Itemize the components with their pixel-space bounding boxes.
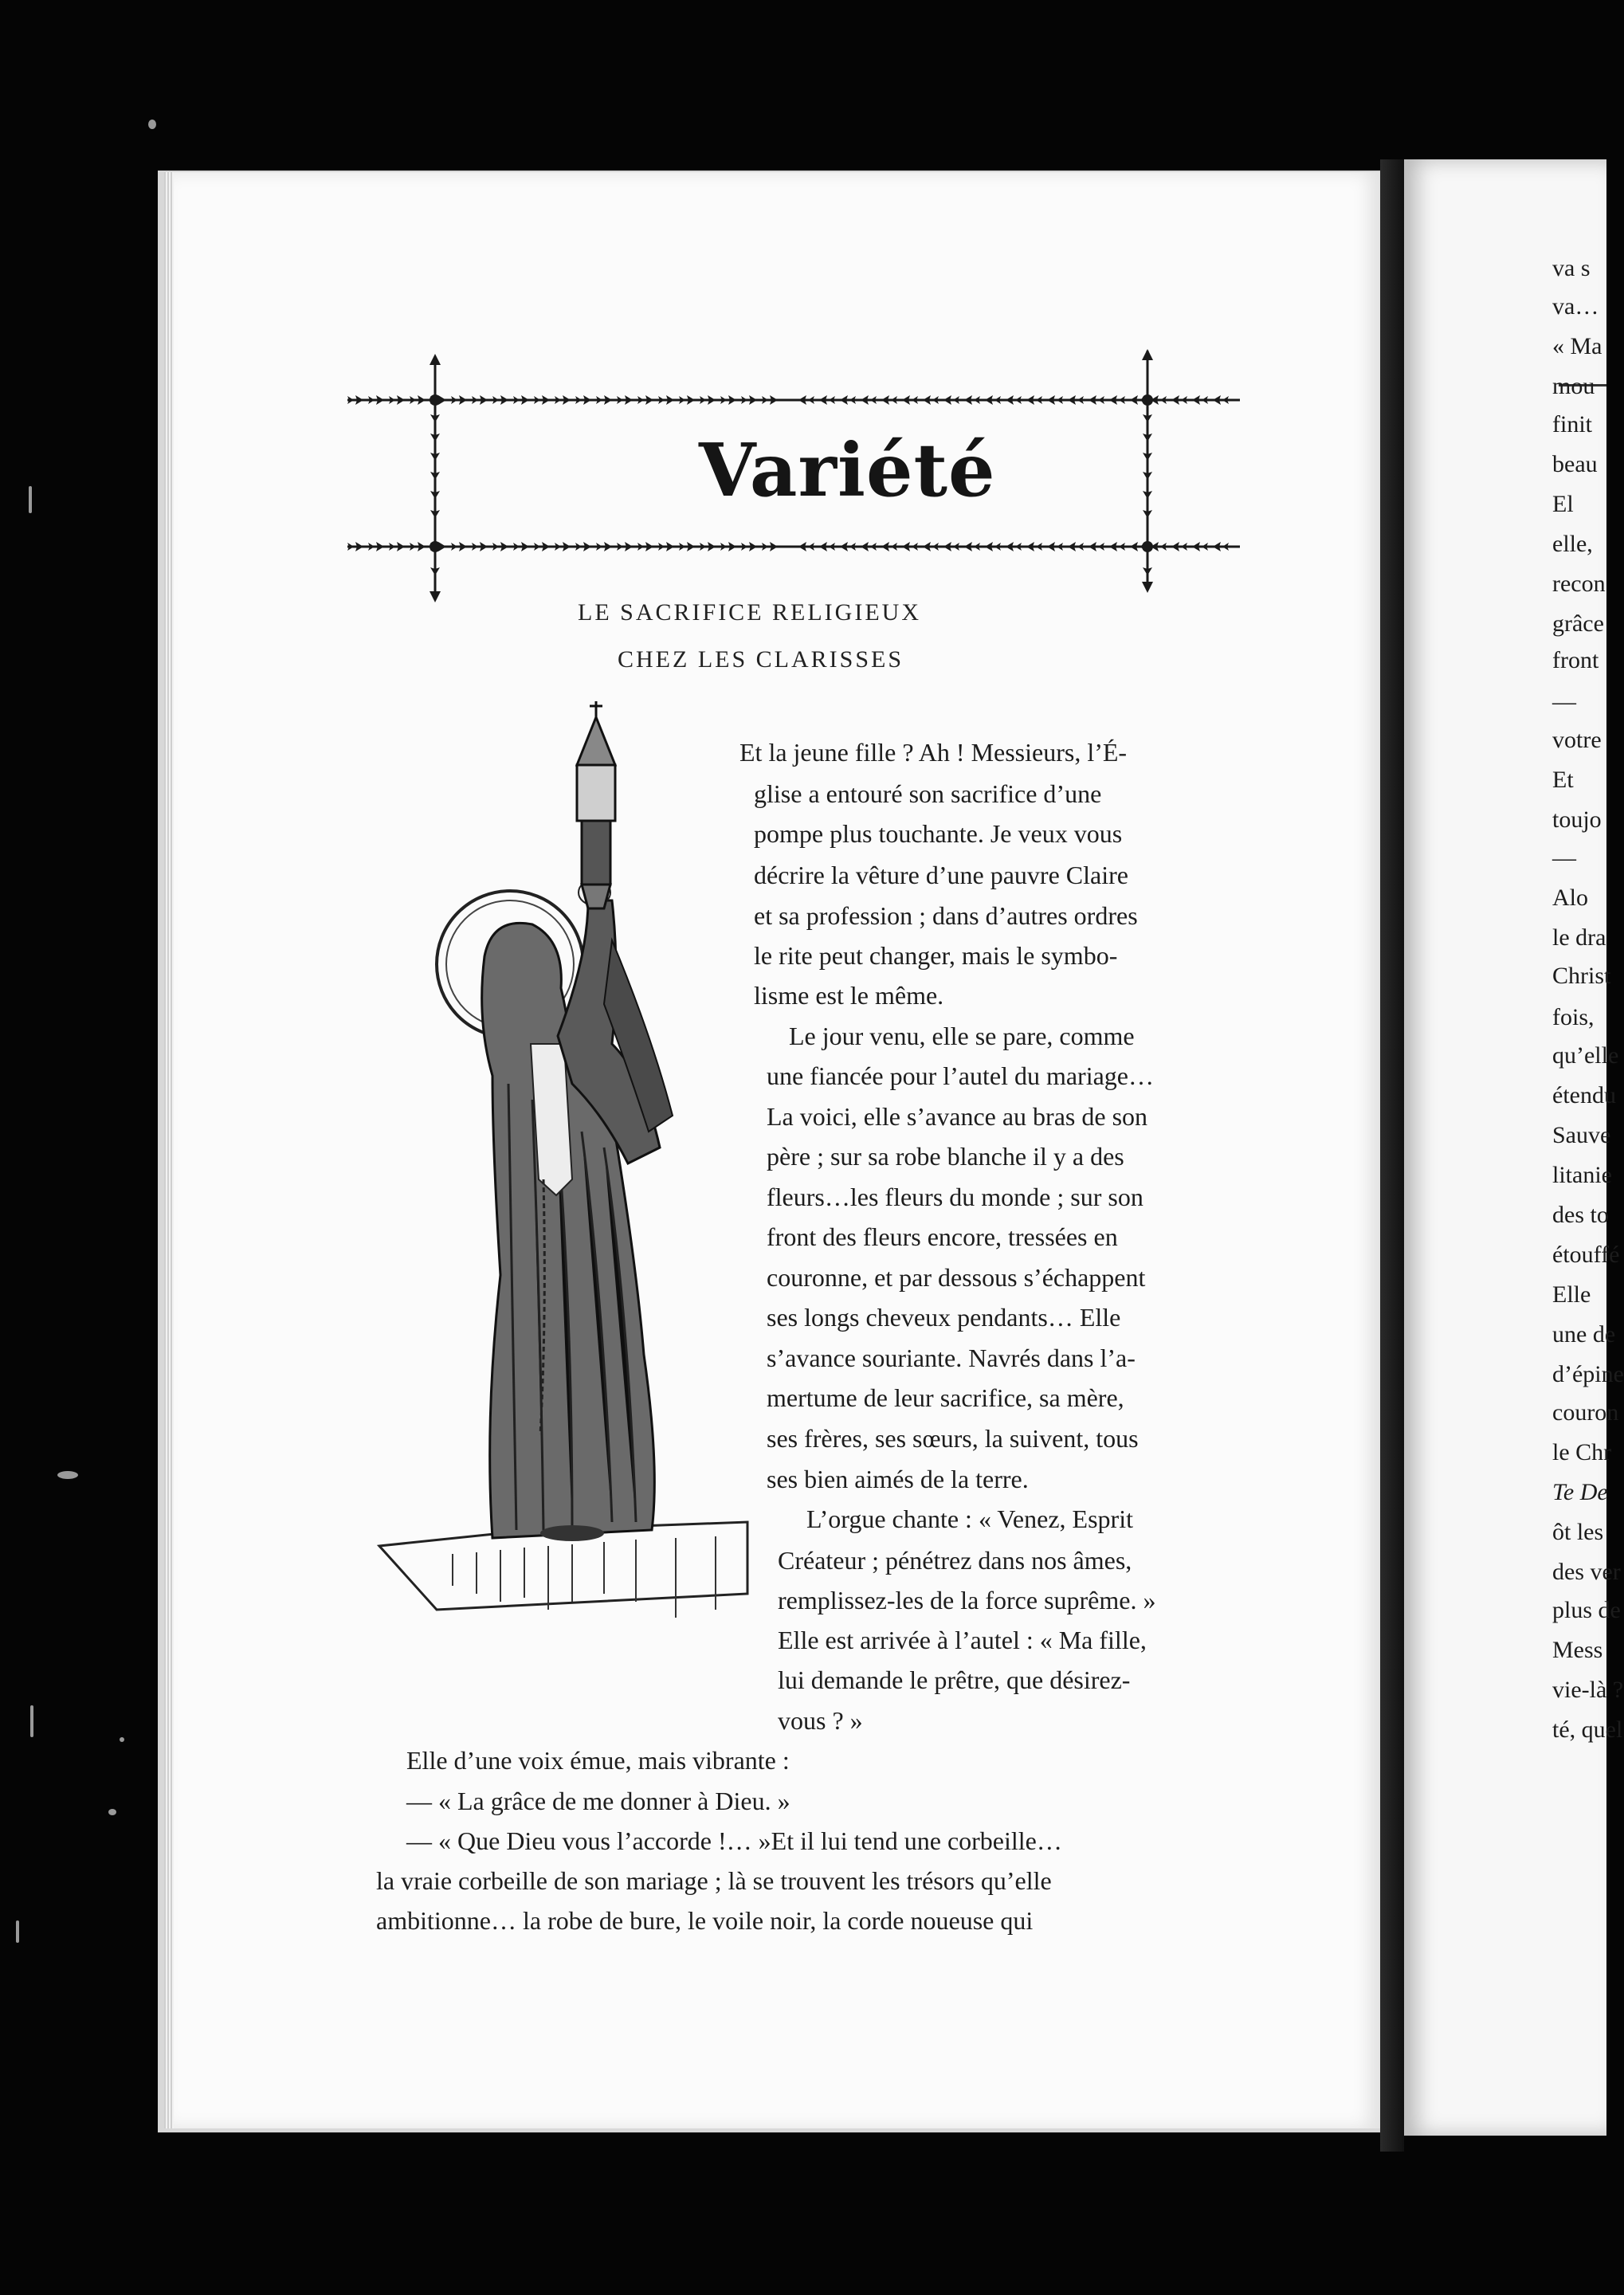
right-page-line: plus de (1552, 1597, 1621, 1623)
body-line: vous ? » (778, 1706, 863, 1735)
body-line: Le jour venu, elle se pare, comme (789, 1022, 1135, 1050)
body-line: la vraie corbeille de son mariage ; là se trouvent les trésors qu’elle (376, 1866, 1052, 1895)
right-page-line: — (1552, 688, 1576, 715)
saint-clare-with-monstrance-icon (373, 701, 747, 1658)
right-page-line: Alo (1552, 885, 1588, 911)
right-page-line: té, quel (1552, 1716, 1623, 1743)
body-line: Elle est arrivée à l’autel : « Ma fille, (778, 1626, 1147, 1654)
right-page-line: ôt les (1552, 1519, 1604, 1545)
right-page-line: votre (1552, 727, 1602, 753)
right-page-line: grâce (1552, 610, 1604, 637)
body-line: père ; sur sa robe blanche il y a des (767, 1142, 1124, 1171)
right-page-line: d’épine (1552, 1361, 1624, 1387)
right-page-line: elle, (1552, 531, 1593, 557)
right-page-line: mou (1552, 373, 1595, 399)
body-line: remplissez-les de la force suprême. » (778, 1586, 1156, 1614)
body-line: ses longs cheveux pendants… Elle (767, 1303, 1121, 1332)
body-line: le rite peut changer, mais le symbo- (754, 941, 1118, 970)
body-line: s’avance souriante. Navrés dans l’a- (767, 1344, 1136, 1372)
right-page-line: fois, (1552, 1004, 1595, 1030)
right-page-line: une de (1552, 1321, 1616, 1348)
body-line: glise a entouré son sacrifice d’une (754, 779, 1102, 808)
right-page-line: va… (1552, 293, 1599, 320)
right-page-line: beau (1552, 451, 1598, 477)
subtitle-line-1: LE SACRIFICE RELIGIEUX (578, 599, 921, 626)
right-page-line: toujo (1552, 806, 1602, 833)
body-line: mertume de leur sacrifice, sa mère, (767, 1383, 1124, 1412)
right-page-line: le dra (1552, 924, 1606, 951)
right-page-line: Te De (1552, 1479, 1608, 1505)
right-page-line: Sauve (1552, 1122, 1611, 1148)
title-text: Variété (699, 427, 996, 513)
right-page-line: « Ma (1552, 333, 1602, 359)
right-page-line: front (1552, 647, 1599, 673)
right-page-line: vie-là ? (1552, 1677, 1624, 1703)
book-gutter (1380, 159, 1404, 2152)
body-line: pompe plus touchante. Je veux vous (754, 819, 1123, 848)
right-page-line: des to (1552, 1202, 1609, 1228)
right-page-line: Mess (1552, 1637, 1603, 1663)
right-page-line: qu’elle (1552, 1042, 1619, 1069)
body-line: Et la jeune fille ? Ah ! Messieurs, l’É- (739, 738, 1128, 767)
body-line: lui demande le prêtre, que désirez- (778, 1665, 1131, 1694)
right-page-line: couron (1552, 1399, 1619, 1426)
right-page-line: — (1552, 845, 1576, 871)
body-line: — « Que Dieu vous l’accorde !… »Et il lui tend une corbeille… (406, 1826, 1062, 1855)
body-line: une fiancée pour l’autel du mariage… (767, 1061, 1154, 1090)
subtitle-line-2: CHEZ LES CLARISSES (618, 646, 904, 673)
right-page-line: recon (1552, 571, 1606, 597)
body-line: lisme est le même. (754, 981, 944, 1010)
right-page-line: étendu (1552, 1082, 1616, 1108)
body-line: L’orgue chante : « Venez, Esprit (806, 1504, 1133, 1533)
right-page-line: étouffé (1552, 1242, 1620, 1268)
right-page-line: des ver (1552, 1559, 1621, 1585)
body-line: — « La grâce de me donner à Dieu. » (406, 1787, 790, 1815)
right-page-line: le Chr (1552, 1439, 1612, 1465)
body-line: ses frères, ses sœurs, la suivent, tous (767, 1424, 1139, 1453)
right-page-line: Et (1552, 767, 1574, 793)
right-page-line: va s (1552, 255, 1591, 281)
body-line: ambitionne… la robe de bure, le voile noir, la corde noueuse qui (376, 1906, 1034, 1935)
body-line: et sa profession ; dans d’autres ordres (754, 901, 1138, 930)
right-page-line: Elle (1552, 1281, 1591, 1308)
body-line: Elle d’une voix émue, mais vibrante : (406, 1746, 790, 1775)
body-line: front des fleurs encore, tressées en (767, 1222, 1118, 1251)
body-line: couronne, et par dessous s’échappent (767, 1263, 1146, 1292)
body-line: La voici, elle s’avance au bras de son (767, 1102, 1148, 1131)
body-line: Créateur ; pénétrez dans nos âmes, (778, 1546, 1132, 1575)
right-page-line: Christ (1552, 963, 1611, 989)
right-page (1404, 159, 1624, 2136)
body-line: ses bien aimés de la terre. (767, 1465, 1029, 1493)
right-page-line: litanie (1552, 1162, 1612, 1188)
right-page-line: finit (1552, 411, 1592, 437)
body-line: fleurs…les fleurs du monde ; sur son (767, 1183, 1143, 1211)
body-line: décrire la vêture d’une pauvre Claire (754, 861, 1128, 889)
right-page-line: El (1552, 491, 1574, 517)
